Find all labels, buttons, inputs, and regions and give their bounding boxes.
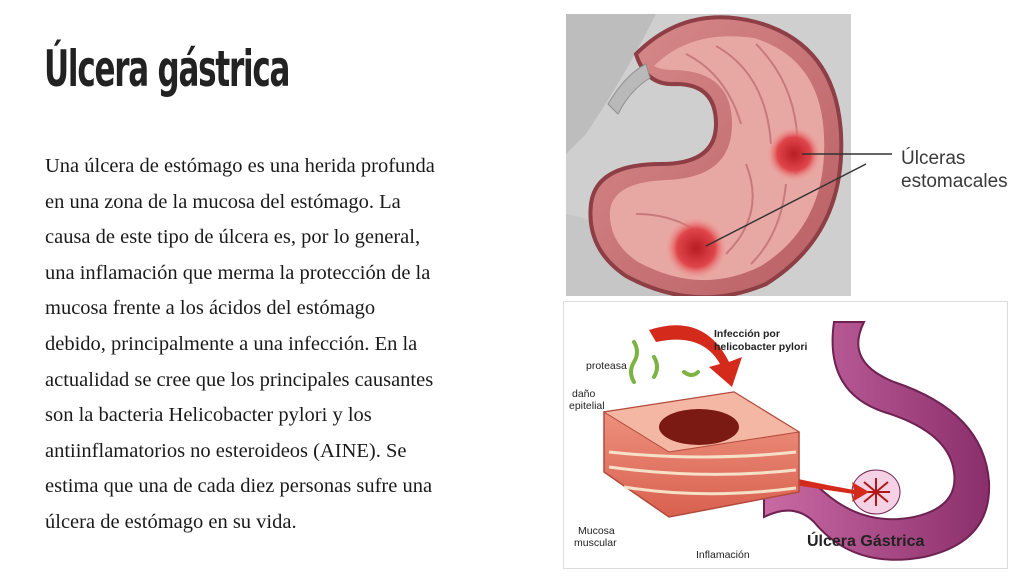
- paragraph-line: en una zona de la mucosa del estómago. La: [45, 190, 401, 213]
- label-protease: proteasa: [586, 360, 627, 372]
- paragraph-line: causa de este tipo de úlcera es, por lo general,: [45, 226, 421, 249]
- label-caption: Úlcera Gástrica: [807, 533, 925, 550]
- slide-title: Úlcera gástrica: [44, 40, 290, 98]
- paragraph-line: antiinflamatorios no esteroideos (AINE). Se: [45, 439, 407, 462]
- paragraph-line: mucosa frente a los ácidos del estómago: [45, 297, 376, 320]
- stomach-ulcers-illustration: [566, 14, 1018, 296]
- paragraph-line: debido, principalmente a una infección. En la: [45, 332, 418, 355]
- ulcer-lower: [664, 216, 728, 280]
- body-paragraph: [45, 149, 545, 541]
- paragraph-line: actualidad se cree que los principales causantes: [45, 368, 434, 391]
- label-infection: Infección por: [714, 328, 780, 340]
- paragraph-line: Una úlcera de estómago es una herida profunda: [45, 155, 435, 177]
- label-damage: daño: [572, 388, 596, 400]
- label-inflammation: Inflamación: [696, 549, 750, 561]
- label-epithelial: epitelial: [569, 400, 605, 412]
- crater: [659, 409, 739, 445]
- paragraph-line: úlcera de estómago en su vida.: [45, 510, 297, 533]
- label-helicobacter: helicobacter pylori: [714, 341, 808, 353]
- label-ulcers: Úlceras: [901, 148, 966, 169]
- label-stomach: estomacales: [901, 171, 1008, 192]
- label-muscular: muscular: [574, 537, 617, 549]
- label-mucosa: Mucosa: [578, 525, 615, 537]
- stomach-ulcers-drawing: [566, 14, 1018, 296]
- helicobacter-drawing: [564, 302, 1007, 568]
- paragraph-line: estima que una de cada diez personas sufre una: [45, 475, 433, 498]
- paragraph-line: una inflamación que merma la protección de la: [45, 261, 431, 284]
- bacteria: [631, 342, 698, 382]
- helicobacter-infection-diagram: [563, 301, 1008, 569]
- paragraph-line: son la bacteria Helicobacter pylori y los: [45, 404, 372, 427]
